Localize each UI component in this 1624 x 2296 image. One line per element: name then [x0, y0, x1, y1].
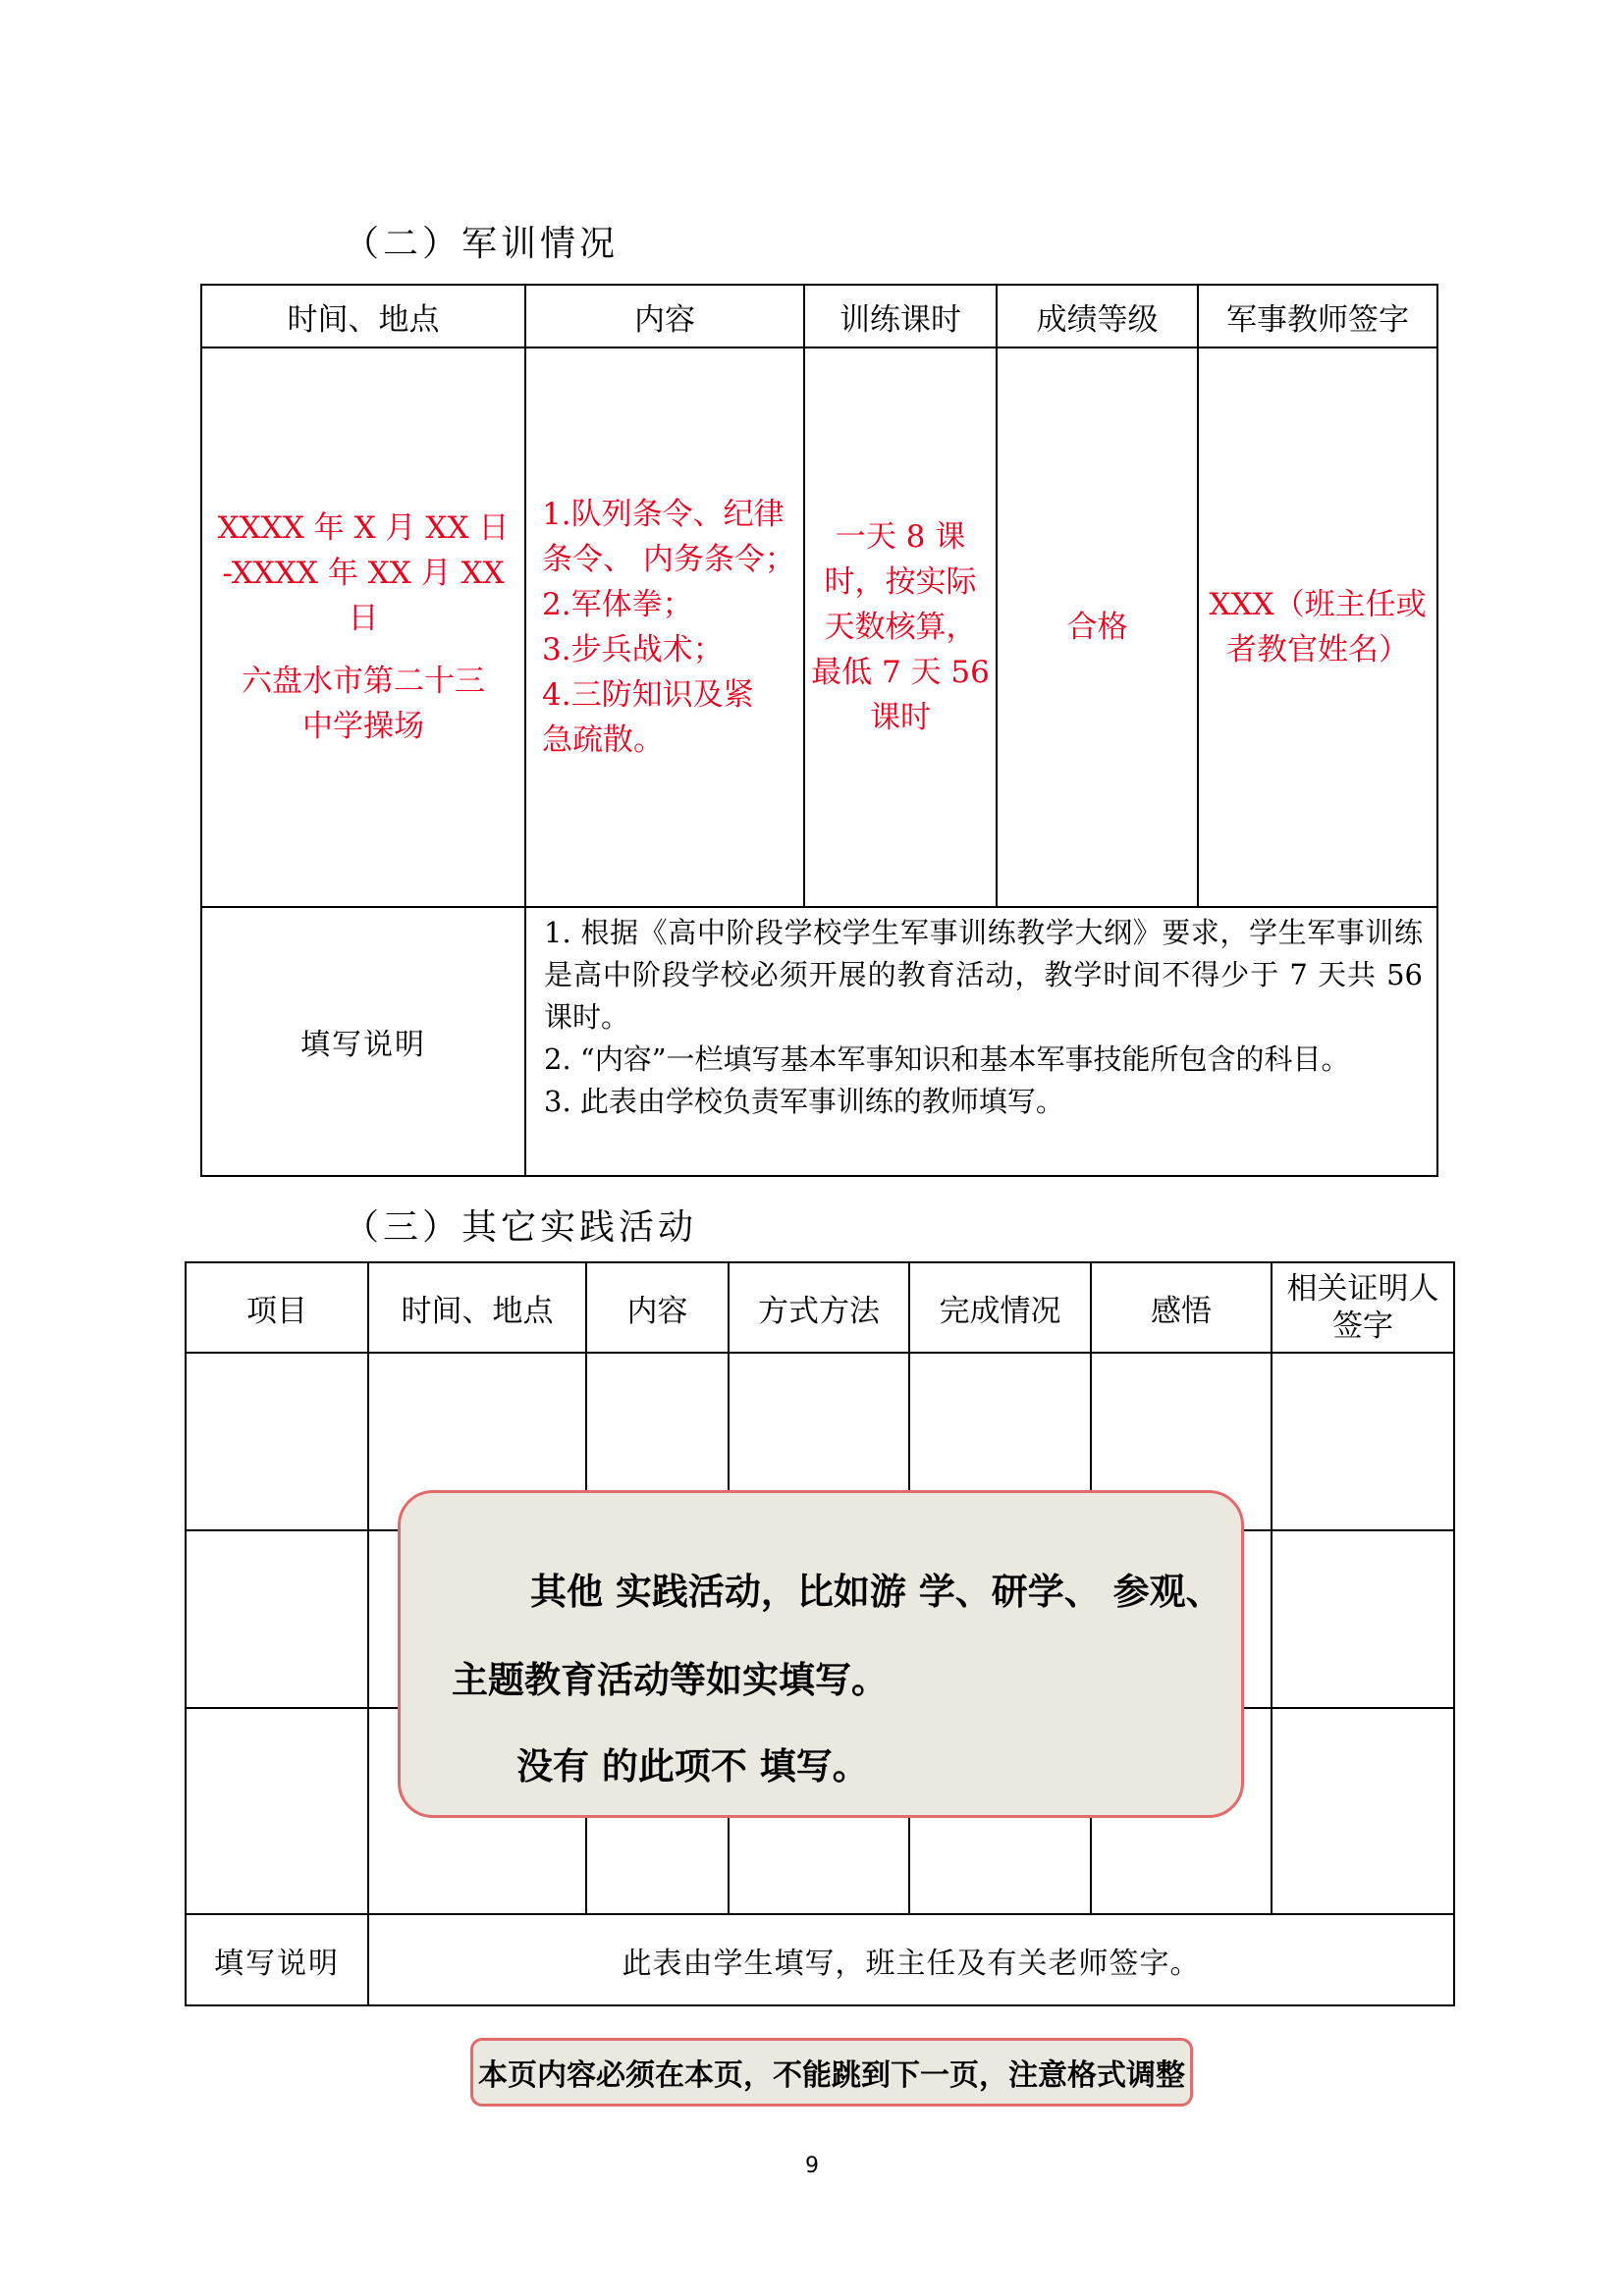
col-header-hours: 训练课时 — [804, 285, 997, 347]
time-place-cell[interactable] — [201, 347, 525, 907]
col-header-grade: 成绩等级 — [997, 285, 1198, 347]
note-1: 1. 根据《高中阶段学校学生军事训练教学大纲》要求，学生军事训练是高中阶段学校必须开展的教育活动，教学时间不得少于 7 天共 56 课时。 — [544, 916, 1423, 1034]
signature-line: XXX（班主任或 — [1209, 587, 1427, 622]
col-header-reflection: 感悟 — [1091, 1262, 1272, 1353]
notes-row — [186, 1914, 1454, 2005]
content-line: 条令、 内务条令； — [542, 542, 795, 577]
col-header-content: 内容 — [586, 1262, 729, 1353]
table-cell[interactable] — [1272, 1353, 1454, 1530]
table-cell[interactable] — [186, 1708, 368, 1914]
col-header-signature: 军事教师签字 — [1198, 285, 1437, 347]
format-notice: 本页内容必须在本页，不能跳到下一页，注意格式调整 — [470, 2038, 1193, 2107]
table-cell[interactable] — [186, 1530, 368, 1708]
hours-cell[interactable] — [804, 347, 997, 907]
content-line: 急疏散。 — [542, 722, 664, 758]
col-header-item: 项目 — [186, 1262, 368, 1353]
notes-row — [201, 907, 1437, 1176]
section-3-title: （三）其它实践活动 — [344, 1207, 698, 1248]
page-number: 9 — [805, 2154, 819, 2178]
table-row — [201, 347, 1437, 907]
col-header-time-place: 时间、地点 — [368, 1262, 586, 1353]
content-cell[interactable] — [525, 347, 804, 907]
signature-line: 者教官姓名） — [1226, 632, 1409, 667]
content-line: 2.军体拳； — [542, 587, 693, 622]
col-header-witness-signature: 相关证明人签字 — [1272, 1262, 1454, 1353]
content-line: 1.队列条令、纪律 — [542, 497, 785, 532]
hours-line: 天数核算， — [824, 610, 977, 645]
hours-line: 时，按实际 — [824, 564, 977, 600]
callout-line-3: 没有 的此项不 填写。 — [516, 1744, 869, 1788]
table-cell[interactable] — [186, 1353, 368, 1530]
col-header-time-place: 时间、地点 — [201, 285, 525, 347]
grade-cell[interactable] — [997, 347, 1198, 907]
content-line: 4.三防知识及紧 — [542, 677, 754, 713]
col-header-method: 方式方法 — [729, 1262, 909, 1353]
notes-label: 填写说明 — [201, 907, 525, 1176]
place-line-2: 中学操场 — [302, 709, 424, 744]
col-header-completion: 完成情况 — [909, 1262, 1091, 1353]
hours-line: 一天 8 课 — [835, 519, 966, 555]
time-line-1: XXXX 年 X 月 XX 日 — [217, 510, 510, 546]
place-line-1: 六盘水市第二十三 — [242, 664, 485, 699]
table-cell[interactable] — [1272, 1708, 1454, 1914]
grade-value: 合格 — [1066, 610, 1128, 645]
hours-line: 课时 — [870, 700, 931, 735]
table-cell[interactable] — [1272, 1530, 1454, 1708]
col-header-content: 内容 — [525, 285, 804, 347]
table-header-row — [201, 285, 1437, 347]
signature-cell[interactable] — [1198, 347, 1437, 907]
callout-line-1: 其他 实践活动，比如游 学、研学、 参观、 — [530, 1570, 1222, 1613]
note-2: 2. “内容”一栏填写基本军事知识和基本军事技能所包含的科目。 — [544, 1042, 1350, 1076]
section-2-title: （二）军训情况 — [344, 224, 620, 264]
military-training-table — [200, 284, 1438, 1177]
hours-line: 最低 7 天 56 — [811, 655, 990, 690]
note-3: 3. 此表由学校负责军事训练的教师填写。 — [544, 1085, 1064, 1118]
callout-line-2: 主题教育活动等如实填写。 — [452, 1658, 888, 1701]
notes-cell — [525, 907, 1437, 1176]
time-line-2: -XXXX 年 XX 月 XX 日 — [222, 556, 505, 636]
instruction-callout — [398, 1490, 1244, 1818]
notes-cell: 此表由学生填写，班主任及有关老师签字。 — [368, 1914, 1454, 2005]
content-line: 3.步兵战术； — [542, 632, 724, 667]
table-header-row — [186, 1262, 1454, 1353]
notes-label: 填写说明 — [186, 1914, 368, 2005]
